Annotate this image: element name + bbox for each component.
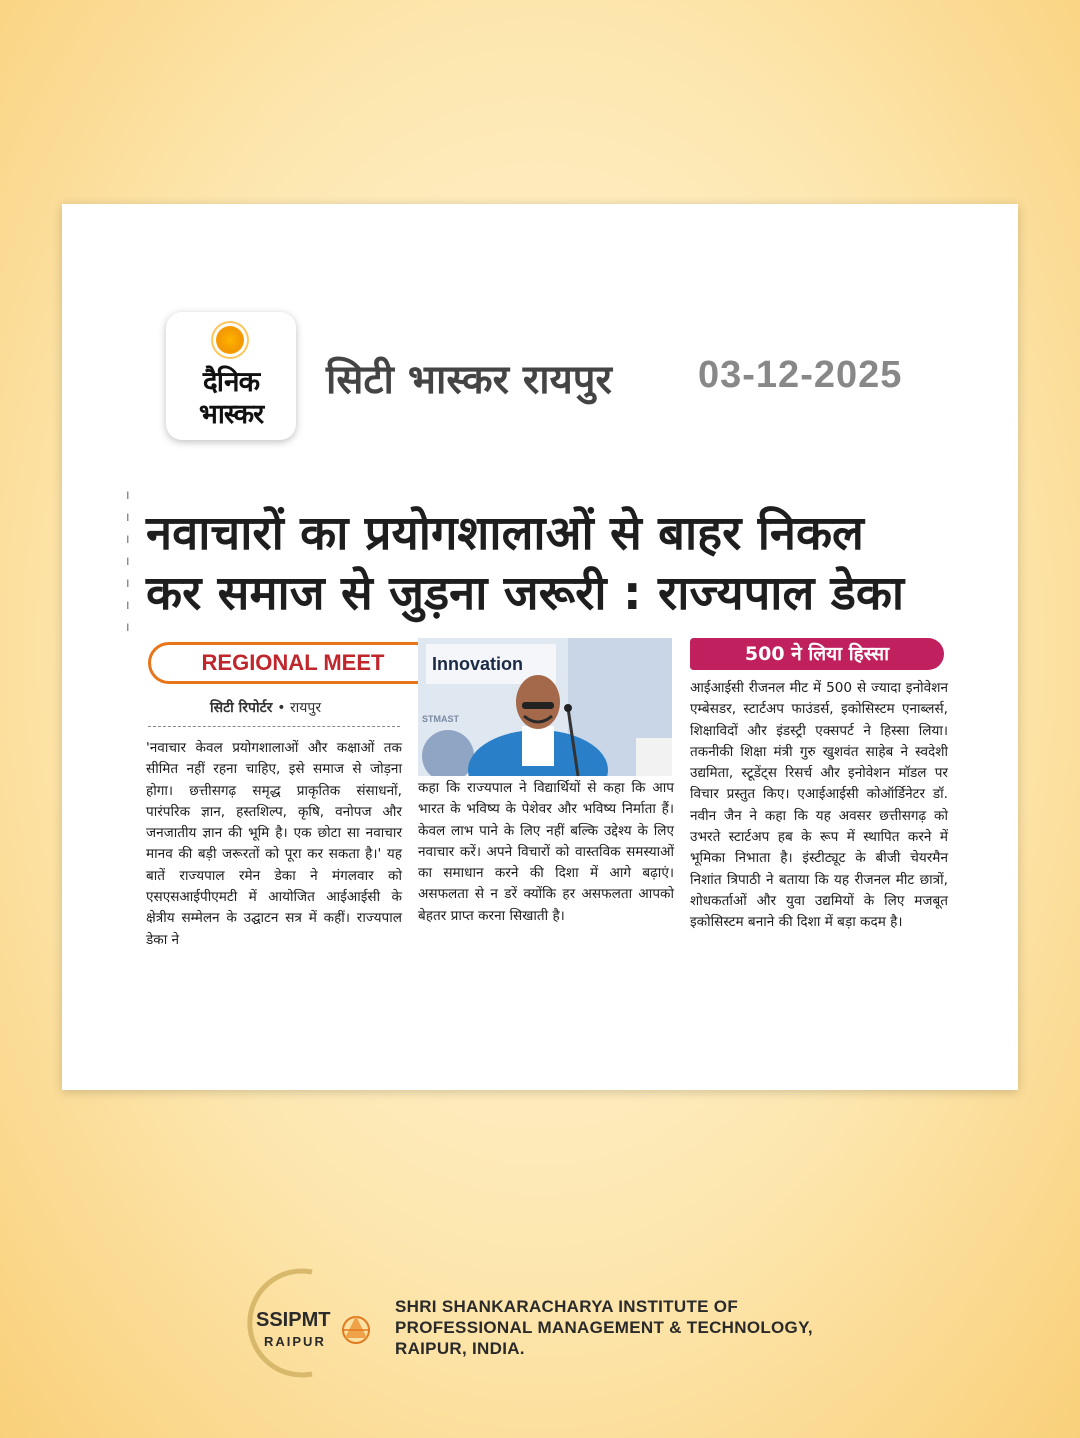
institute-name: [395, 1296, 813, 1359]
publication-date: 03-12-2025: [698, 354, 903, 396]
governor-photo: [418, 638, 672, 776]
ssipmt-logo-line2: RAIPUR: [264, 1334, 326, 1349]
article-column-3: आईआईसी रीजनल मीट में 500 से ज्यादा इनोवेशन एम्बेसडर, स्टार्टअप फाउंडर्स, इकोसिस्टम एनाब्लर्स, शिक्षाविदों और इंडस्ट्री एक्सपर्ट ने हिस्सा लिया। तकनीकी शिक्षा मंत्री गुरु खुशवंत साहेब ने स्वदेशी उद्यमिता, स्टूडेंट्स रिसर्च और इनोवेशन मॉडल पर विचार प्रस्तुत किए। एआईआईसी कोऑर्डिनेटर डॉ. नवीन जैन ने कहा कि यह अवसर छत्तीसगढ़ को उभरते स्टार्टअप हब के रूप में स्थापित करने में भूमिका निभाता है। इंस्टीट्यूट के बीजी चेयरमैन निशांत त्रिपाठी ने बताया कि यह रीजनल मीट छात्रों, शोधकर्ताओं और युवा उद्यमियों के लिए मजबूत इकोसिस्टम बनाने की दिशा में बड़ा कदम है।: [690, 680, 948, 931]
newspaper-clipping-card: [62, 204, 1018, 1090]
photo-banner-text: Innovation: [432, 654, 523, 674]
article-column-1: 'नवाचार केवल प्रयोगशालाओं और कक्षाओं तक सीमित नहीं रहना चाहिए, इसे समाज से जोड़ना होगा। छत्तीसगढ़ समृद्ध प्राकृतिक संसाधनों, पारंपरिक ज्ञान, हस्तशिल्प, कृषि, वनोपज और जनजातीय ज्ञान की भूमि है। एक छोटा सा नवाचार मानव की बड़ी जरूरतों को पूरा कर सकता है।' यह बातें राज्यपाल रमेन डेका ने मंगलवार को एसएसआईपीएमटी में आयोजित आईआईसी के क्षेत्रीय सम्मेलन के उद्घाटन सत्र में कहीं। राज्यपाल डेका ने: [146, 740, 402, 948]
byline: [210, 698, 321, 717]
ssipmt-logo-line1: SSIPMT: [256, 1309, 331, 1331]
institute-name-line3: RAIPUR, INDIA.: [395, 1339, 525, 1358]
clipping-edge: । । । । । । ।: [125, 488, 130, 634]
byline-location: • रायपुर: [277, 700, 322, 716]
logo-text-line1: दैनिक: [202, 365, 260, 398]
dainik-bhaskar-logo: [166, 312, 296, 440]
headline-line-1: नवाचारों का प्रयोगशालाओं से बाहर निकल: [146, 506, 864, 561]
section-badge: REGIONAL MEET: [148, 642, 438, 684]
masthead-title: सिटी भास्कर रायपुर: [326, 357, 612, 403]
institute-name-line1: SHRI SHANKARACHARYA INSTITUTE OF: [395, 1297, 739, 1316]
sun-icon: [216, 326, 244, 354]
institute-name-line2: PROFESSIONAL MANAGEMENT & TECHNOLOGY,: [395, 1318, 813, 1337]
headline: [146, 504, 946, 624]
photo-illustration: [418, 638, 672, 776]
ssipmt-logo: [242, 1268, 382, 1378]
divider: [148, 726, 400, 727]
photo-side-text: STMAST: [422, 714, 459, 724]
article-column-2: कहा कि राज्यपाल ने विद्यार्थियों से कहा कि आप भारत के भविष्य के पेशेवर और भविष्य निर्माता हैं। केवल लाभ पाने के लिए नहीं बल्कि उद्देश्य के लिए नवाचार करें। अपने विचारों को वास्तविक समस्याओं का समाधान करने की दिशा में आगे बढ़ाएं। असफलता से न डरें क्योंकि हर असफलता आपको बेहतर प्राप्त करना सिखाती है।: [418, 780, 674, 924]
logo-text-line2: भास्कर: [198, 399, 264, 430]
ssipmt-emblem: [242, 1268, 382, 1378]
headline-line-2: कर समाज से जुड़ना जरूरी : राज्यपाल डेका: [146, 566, 905, 621]
byline-author: सिटी रिपोर्टर: [210, 700, 273, 716]
participants-badge: 500 ने लिया हिस्सा: [690, 638, 944, 670]
